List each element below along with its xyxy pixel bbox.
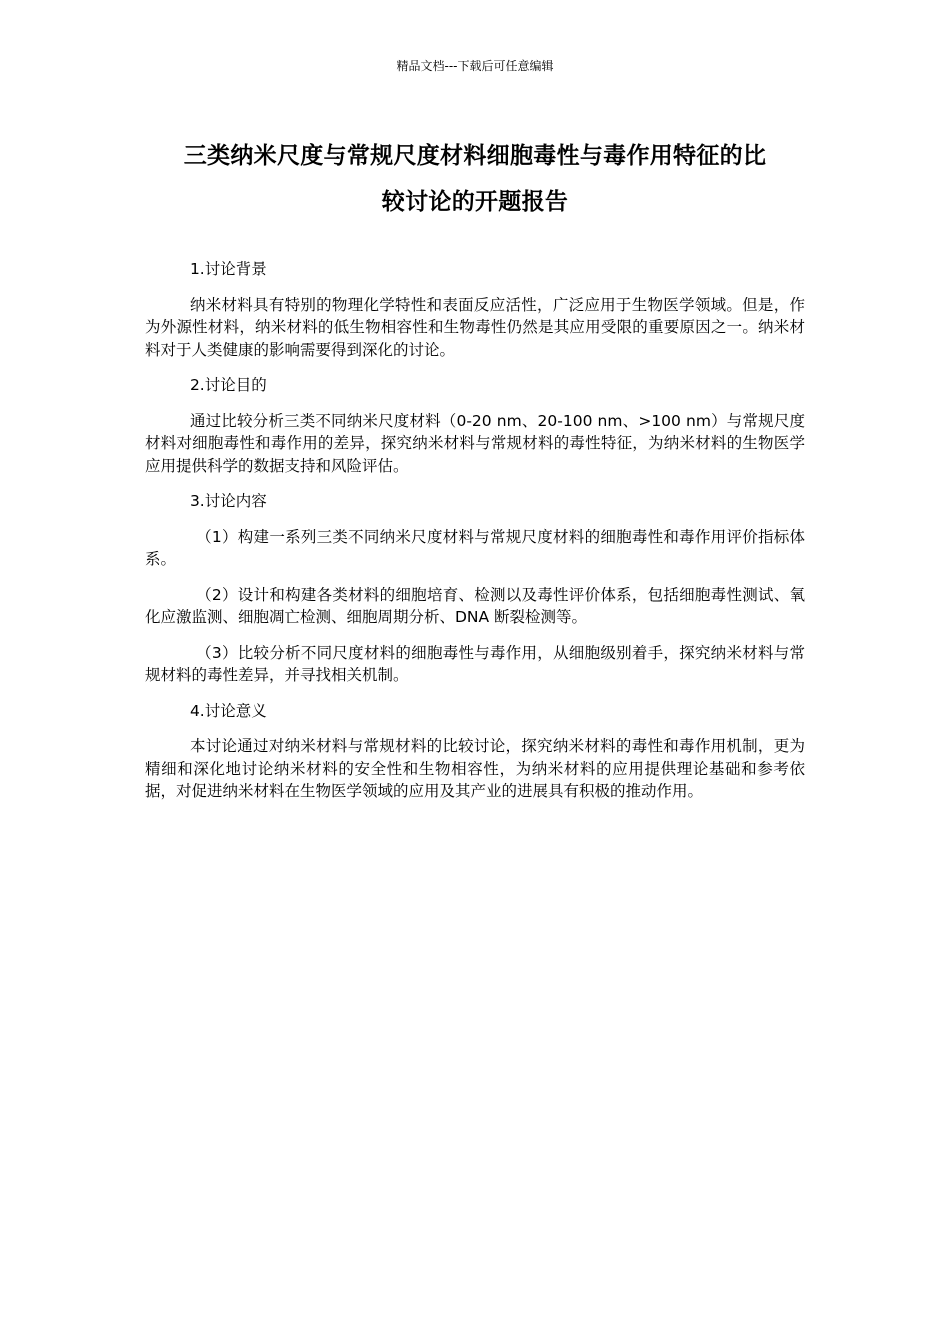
- section-heading-background: 1.讨论背景: [189, 260, 267, 278]
- section-heading-significance: 4.讨论意义: [189, 701, 267, 720]
- section-heading-content: 3.讨论内容: [189, 492, 267, 510]
- document-title: [145, 133, 805, 225]
- header-note: 精品文档---下载后可任意编辑: [396, 59, 554, 73]
- content-item-3: （3）比较分析不同尺度材料的细胞毒性与毒作用，从细胞级别着手，探究纳米材料与常规材料的毒性差异，并寻找相关机制。: [145, 643, 805, 684]
- document-body: [145, 258, 805, 816]
- section-heading-purpose: 2.讨论目的: [189, 376, 267, 394]
- content-item-1: （1）构建一系列三类不同纳米尺度材料与常规尺度材料的细胞毒性和毒作用评价指标体系。: [145, 527, 805, 568]
- title-line-2: 较讨论的开题报告: [381, 189, 569, 215]
- content-item-2: （2）设计和构建各类材料的细胞培育、检测以及毒性评价体系，包括细胞毒性测试、氧化应激监测、细胞凋亡检测、细胞周期分析、DNA 断裂检测等。: [145, 585, 805, 626]
- section-text-purpose: 通过比较分析三类不同纳米尺度材料（0-20 nm、20-100 nm、>100 nm）与常规尺度材料对细胞毒性和毒作用的差异，探究纳米材料与常规材料的毒性特征，为纳米材料的生物医学应用提供科学的数据支持和风险评估。: [145, 411, 805, 475]
- section-text-background: 纳米材料具有特别的物理化学特性和表面反应活性，广泛应用于生物医学领域。但是，作为外源性材料，纳米材料的低生物相容性和生物毒性仍然是其应用受限的重要原因之一。纳米材料对于人类健康的影响需要得到深化的讨论。: [145, 295, 805, 359]
- section-text-significance: 本讨论通过对纳米材料与常规材料的比较讨论，探究纳米材料的毒性和毒作用机制，更为精细和深化地讨论纳米材料的安全性和生物相容性，为纳米材料的应用提供理论基础和参考依据，对促进纳米材料在生物医学领域的应用及其产业的进展具有积极的推动作用。: [145, 737, 805, 800]
- title-line-1: 三类纳米尺度与常规尺度材料细胞毒性与毒作用特征的比: [183, 143, 767, 169]
